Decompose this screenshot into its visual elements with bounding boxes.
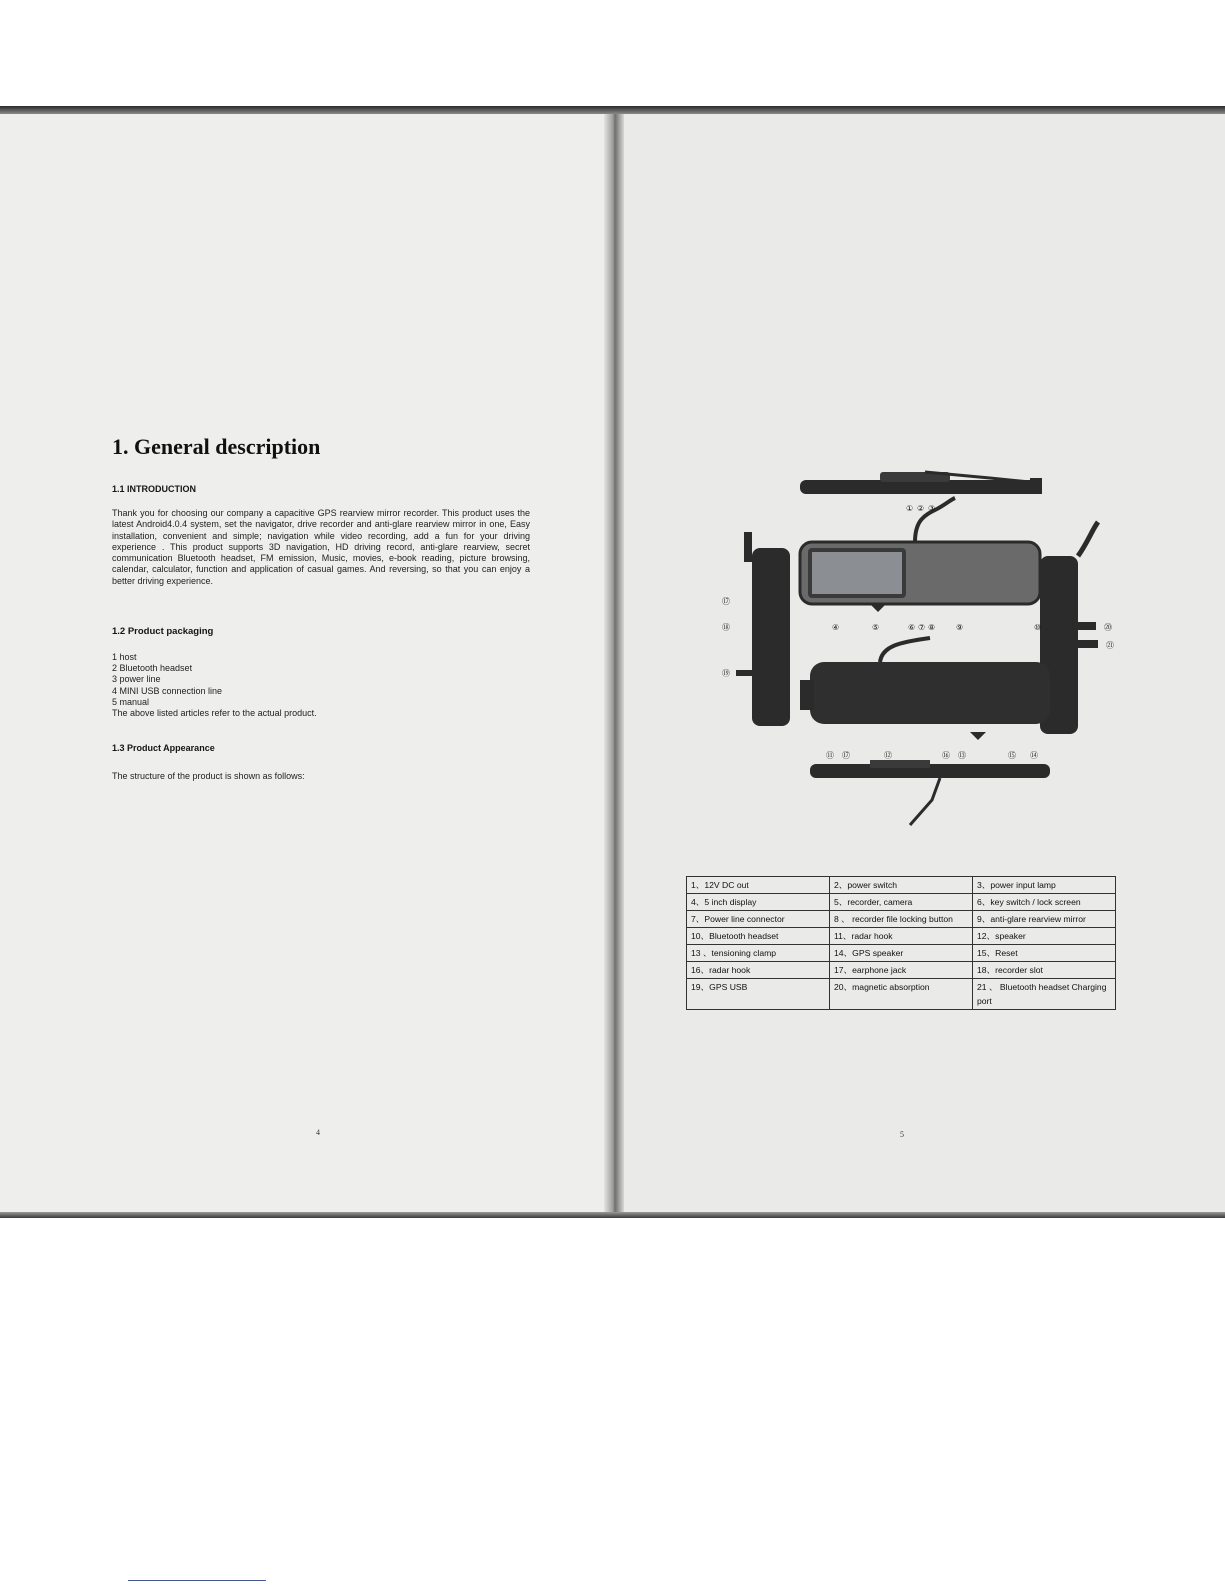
list-item: 2 Bluetooth headset xyxy=(112,663,193,674)
front-view-device xyxy=(800,498,1040,612)
section-title: 1. General description xyxy=(112,434,321,459)
callout-label: ③ xyxy=(928,504,936,513)
table-cell: 5、recorder, camera xyxy=(830,894,973,911)
table-cell: 21 、 Bluetooth headset Charging port xyxy=(973,979,1116,1010)
underline-mark xyxy=(128,1580,266,1581)
table-row xyxy=(687,911,1116,928)
table-cell: 16、radar hook xyxy=(687,962,830,979)
intro-heading: 1.1 INTRODUCTION xyxy=(112,484,197,494)
scan-bottom-edge xyxy=(0,1212,1225,1218)
table-row xyxy=(687,894,1116,911)
table-cell: 7、Power line connector xyxy=(687,911,830,928)
left-page xyxy=(0,114,612,1212)
list-item: 1 host xyxy=(112,652,137,662)
packaging-note: The above listed articles refer to the actual product. xyxy=(112,708,317,718)
packaging-heading: 1.2 Product packaging xyxy=(112,626,214,637)
callout-label: ⑱ xyxy=(722,623,730,632)
callout-label: ⑲ xyxy=(722,669,730,678)
table-cell: 11、radar hook xyxy=(830,928,973,945)
table-cell: 17、earphone jack xyxy=(830,962,973,979)
table-cell: 10、Bluetooth headset xyxy=(687,928,830,945)
table-row xyxy=(687,962,1116,979)
packaging-list xyxy=(112,652,222,708)
table-row xyxy=(687,928,1116,945)
callout-label: ② xyxy=(917,504,925,513)
callout-label: ⑤ xyxy=(872,623,880,632)
intro-paragraph: Thank you for choosing our company a capacitive GPS rearview mirror recorder. This product uses the latest Android4.0.4 system, set the navigator, drive recorder and anti-glare rearview mirror in one, Easy installation, convenient and simple; navigation while video recording, add a fun for your driving experience . This product supports 3D navigation, HD driving record, anti-glare rearview, secret communication Bluetooth headset, FM emission, Music, movies, e-book reading, picture browsing, calendar, calculator, function and application of casual games. And reversing, so that you can enjoy a better driving experience. xyxy=(112,508,530,586)
table-cell: 14、GPS speaker xyxy=(830,945,973,962)
table-cell: 15、Reset xyxy=(973,945,1116,962)
callout-label: ⑳ xyxy=(1104,623,1112,632)
callout-label: ⑧ xyxy=(928,623,936,632)
page-number-right: 5 xyxy=(900,1130,904,1139)
callout-label: ⑫ xyxy=(884,751,892,760)
table-cell: 13 、tensioning clamp xyxy=(687,945,830,962)
appearance-text: The structure of the product is shown as follows: xyxy=(112,771,305,781)
bottom-view-device xyxy=(810,760,1050,825)
table-cell: 3、power input lamp xyxy=(973,877,1116,894)
callout-label: ⑭ xyxy=(1030,751,1038,760)
left-side-view-device xyxy=(736,532,790,726)
callout-label: ⑮ xyxy=(1008,751,1016,760)
table-cell: 8 、 recorder file locking button xyxy=(830,911,973,928)
product-appearance-diagram xyxy=(700,470,1120,840)
table-cell: 4、5 inch display xyxy=(687,894,830,911)
callout-label: ⑪ xyxy=(826,751,834,760)
book-gutter xyxy=(604,108,624,1218)
callout-label: ⑰ xyxy=(842,751,850,760)
table-cell: 18、recorder slot xyxy=(973,962,1116,979)
list-item: 3 power line xyxy=(112,674,161,685)
table-cell: 20、magnetic absorption xyxy=(830,979,973,1010)
callout-label: ⑯ xyxy=(942,751,950,760)
top-view-device xyxy=(800,472,1042,494)
table-cell: 2、power switch xyxy=(830,877,973,894)
back-view-device xyxy=(800,638,1050,740)
callout-label: ⑨ xyxy=(956,623,964,632)
table-cell: 6、key switch / lock screen xyxy=(973,894,1116,911)
table-row xyxy=(687,877,1116,894)
table-cell: 19、GPS USB xyxy=(687,979,830,1010)
callout-label: ⑬ xyxy=(958,751,966,760)
callout-label: ⑦ xyxy=(918,623,926,632)
list-item: 5 manual xyxy=(112,696,150,707)
callout-label: ⑩ xyxy=(1034,623,1042,632)
page-number-left: 4 xyxy=(316,1128,320,1137)
table-row xyxy=(687,945,1116,962)
callout-label: ① xyxy=(906,504,914,513)
callout-label: ④ xyxy=(832,623,840,632)
parts-table xyxy=(686,876,1116,1010)
callout-label: ㉑ xyxy=(1106,641,1114,650)
table-cell: 1、12V DC out xyxy=(687,877,830,894)
appearance-heading: 1.3 Product Appearance xyxy=(112,743,215,753)
table-cell: 12、speaker xyxy=(973,928,1116,945)
callout-label: ⑰ xyxy=(722,597,730,606)
callout-label: ⑥ xyxy=(908,623,916,632)
list-item: 4 MINI USB connection line xyxy=(112,685,223,696)
scan-top-edge xyxy=(0,106,1225,114)
table-cell: 9、anti-glare rearview mirror xyxy=(973,911,1116,928)
table-row xyxy=(687,979,1116,1010)
